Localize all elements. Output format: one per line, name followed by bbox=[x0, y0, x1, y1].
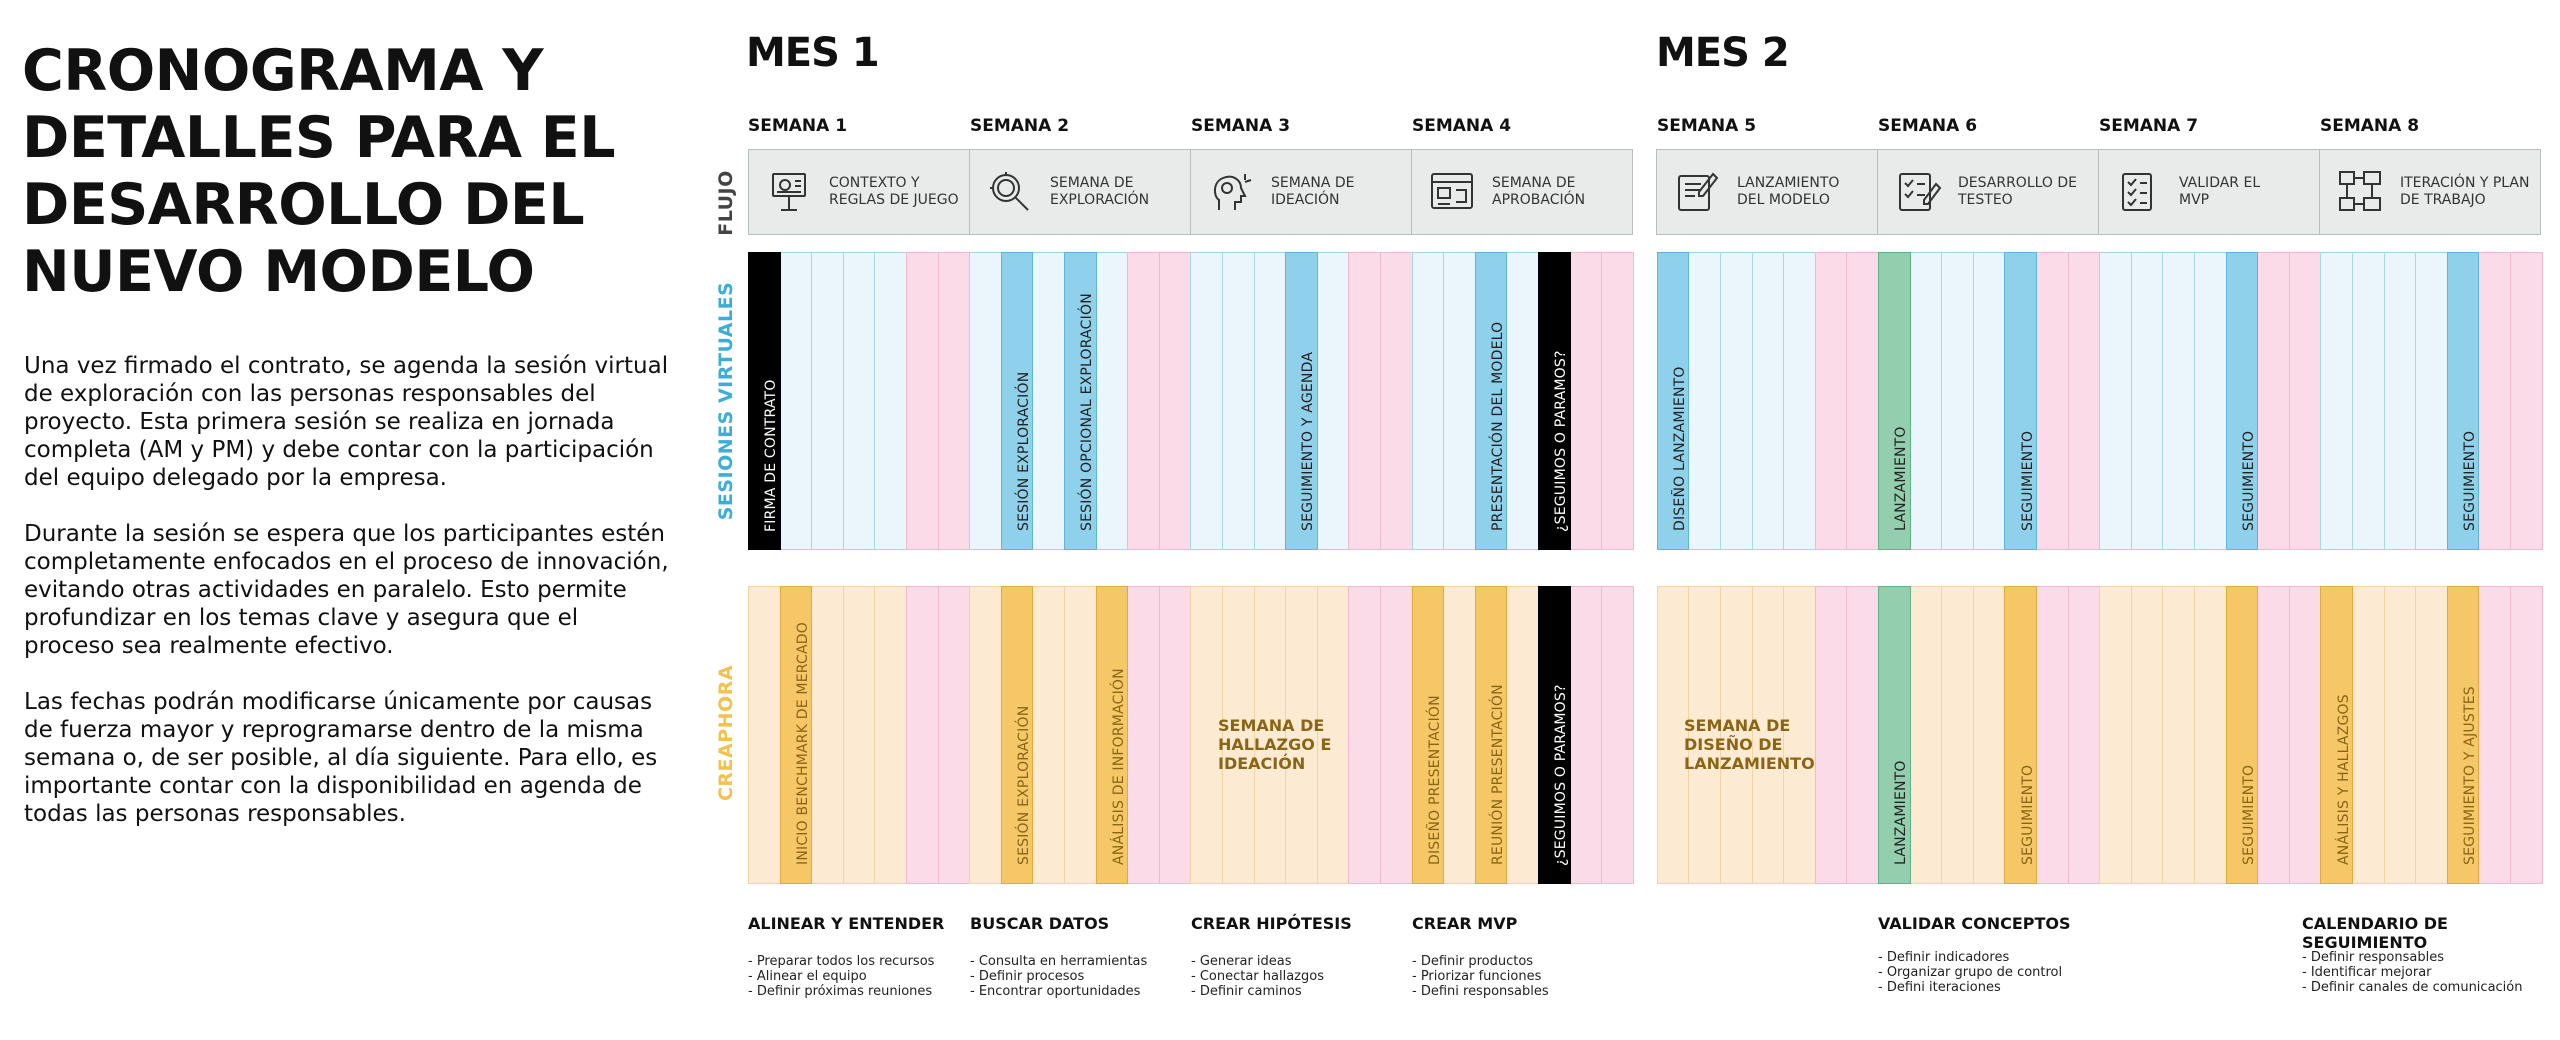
day-column bbox=[2415, 252, 2448, 550]
page-title bbox=[22, 38, 615, 306]
day-column bbox=[1910, 252, 1943, 550]
session-label: SEGUIMIENTO bbox=[2240, 430, 2257, 531]
session-label: DISEÑO PRESENTACIÓN bbox=[1426, 695, 1443, 865]
day-column bbox=[780, 252, 813, 550]
creaphora-block-line: LANZAMIENTO bbox=[1684, 754, 1815, 773]
session-label: LANZAMIENTO bbox=[1893, 760, 1910, 865]
virtual-sessions-grid bbox=[748, 252, 2540, 550]
session-label: SESIÓN EXPLORACIÓN bbox=[1016, 705, 1033, 865]
phase-list bbox=[748, 954, 934, 999]
phase-title: BUSCAR DATOS bbox=[970, 914, 1110, 933]
day-column bbox=[2320, 252, 2353, 550]
magnifier-icon bbox=[984, 166, 1036, 218]
session-label: SEGUIMIENTO bbox=[2019, 764, 2036, 865]
flow-step bbox=[969, 149, 1191, 235]
workflow-icon bbox=[2334, 166, 2386, 218]
weekend-day-column bbox=[1127, 586, 1160, 884]
day-column bbox=[2415, 586, 2448, 884]
weekend-day-column bbox=[906, 252, 939, 550]
day-column bbox=[1506, 586, 1539, 884]
weekend-day-column bbox=[2510, 586, 2543, 884]
day-column bbox=[969, 252, 1002, 550]
phase-list bbox=[970, 954, 1147, 999]
day-column bbox=[969, 586, 1002, 884]
phase-list bbox=[1412, 954, 1549, 999]
checklist-icon bbox=[2113, 166, 2165, 218]
weekend-day-column bbox=[906, 586, 939, 884]
day-column bbox=[748, 586, 781, 884]
flow-step bbox=[1877, 149, 2099, 235]
weekend-day-column bbox=[1159, 252, 1192, 550]
flow-step-label: LANZAMIENTO DEL MODELO bbox=[1737, 175, 1840, 208]
day-column bbox=[811, 586, 844, 884]
flow-step-label: ITERACIÓN Y PLAN DE TRABAJO bbox=[2400, 175, 2530, 208]
title-line: DESARROLLO DEL bbox=[22, 172, 585, 238]
flow-step bbox=[1656, 149, 1878, 235]
day-column bbox=[1254, 252, 1287, 550]
phase-item: - Identificar mejorar bbox=[2302, 965, 2432, 980]
session-bar[interactable] bbox=[780, 586, 813, 884]
day-column bbox=[1910, 586, 1943, 884]
weekend-day-column bbox=[1380, 252, 1413, 550]
day-column bbox=[843, 586, 876, 884]
day-column bbox=[1973, 586, 2006, 884]
session-bar[interactable] bbox=[1538, 586, 1571, 884]
creaphora-block-line: HALLAZGO E bbox=[1218, 735, 1332, 754]
weekend-day-column bbox=[2478, 252, 2511, 550]
day-column bbox=[1720, 252, 1753, 550]
day-column bbox=[2384, 586, 2417, 884]
creaphora-block-line: SEMANA DE bbox=[1684, 716, 1791, 735]
weekend-day-column bbox=[2478, 586, 2511, 884]
weekend-day-column bbox=[2289, 252, 2322, 550]
creaphora-block-lanzamiento bbox=[1684, 716, 1815, 773]
day-column bbox=[1317, 252, 1350, 550]
weekend-day-column bbox=[2289, 586, 2322, 884]
session-bar[interactable] bbox=[2226, 252, 2259, 550]
session-bar[interactable] bbox=[1538, 252, 1571, 550]
flow-step-label: SEMANA DE IDEACIÓN bbox=[1271, 175, 1355, 208]
phase-item: - Organizar grupo de control bbox=[1878, 965, 2063, 980]
creaphora-block-line: SEMANA DE bbox=[1218, 716, 1325, 735]
phase-item: - Definir próximas reuniones bbox=[748, 984, 933, 999]
phase-item: - Defini iteraciones bbox=[1878, 980, 2001, 995]
weekend-day-column bbox=[2068, 252, 2101, 550]
week-label-4: SEMANA 4 bbox=[1412, 116, 1512, 136]
day-column bbox=[874, 586, 907, 884]
weekend-day-column bbox=[1159, 586, 1192, 884]
flow-step bbox=[748, 149, 970, 235]
session-label: ¿SEGUIMOS O PARAMOS? bbox=[1553, 350, 1570, 532]
session-label: ANÁLISIS Y HALLAZGOS bbox=[2335, 694, 2352, 865]
row-label-virtuales: VIRTUALES bbox=[715, 281, 737, 404]
day-column bbox=[1222, 252, 1255, 550]
weekend-day-column bbox=[2257, 252, 2290, 550]
weekend-day-column bbox=[1815, 252, 1848, 550]
day-column bbox=[843, 252, 876, 550]
idea-head-icon bbox=[1205, 166, 1257, 218]
weekend-day-column bbox=[1570, 586, 1603, 884]
week-label-6: SEMANA 6 bbox=[1878, 116, 1978, 136]
week-label-3: SEMANA 3 bbox=[1191, 116, 1291, 136]
phase-item: - Encontrar oportunidades bbox=[970, 984, 1141, 999]
creaphora-grid bbox=[748, 586, 2540, 884]
presentation-icon bbox=[763, 166, 815, 218]
session-label: SEGUIMIENTO Y AGENDA bbox=[1300, 351, 1317, 531]
session-label: ¿SEGUIMOS O PARAMOS? bbox=[1553, 684, 1570, 866]
tablet-pen-icon bbox=[1671, 166, 1723, 218]
phase-item: - Defini responsables bbox=[1412, 984, 1549, 999]
weekend-day-column bbox=[1348, 586, 1381, 884]
day-column bbox=[1096, 252, 1129, 550]
creaphora-block-line: DISEÑO DE bbox=[1684, 735, 1783, 754]
day-column bbox=[2131, 586, 2164, 884]
session-bar[interactable] bbox=[2226, 586, 2259, 884]
day-column bbox=[1443, 252, 1476, 550]
weekend-day-column bbox=[1601, 586, 1634, 884]
session-label: ANÁLISIS DE INFORMACIÓN bbox=[1110, 668, 1127, 865]
flow-step bbox=[1190, 149, 1412, 235]
phase-title: CREAR MVP bbox=[1412, 914, 1518, 933]
session-bar[interactable] bbox=[1001, 252, 1034, 550]
title-line: NUEVO MODELO bbox=[22, 239, 535, 305]
phase-item: - Definir canales de comunicación bbox=[2302, 980, 2523, 995]
flow-step bbox=[1411, 149, 1633, 235]
phase-item: - Definir procesos bbox=[970, 969, 1085, 984]
flow-step bbox=[2098, 149, 2320, 235]
phase-item: - Alinear el equipo bbox=[748, 969, 867, 984]
day-column bbox=[874, 252, 907, 550]
session-label: FIRMA DE CONTRATO bbox=[763, 379, 780, 532]
phase-item: - Definir responsables bbox=[2302, 950, 2444, 965]
session-label: LANZAMIENTO bbox=[1893, 426, 1910, 531]
day-column bbox=[1688, 252, 1721, 550]
session-bar[interactable] bbox=[1096, 586, 1129, 884]
day-column bbox=[1064, 586, 1097, 884]
title-line: CRONOGRAMA Y bbox=[22, 38, 544, 104]
session-label: SEGUIMIENTO bbox=[2240, 764, 2257, 865]
weekend-day-column bbox=[1570, 252, 1603, 550]
session-label: PRESENTACIÓN DEL MODELO bbox=[1490, 321, 1507, 531]
day-column bbox=[2099, 252, 2132, 550]
session-bar[interactable] bbox=[1475, 252, 1508, 550]
weekend-day-column bbox=[1846, 252, 1879, 550]
session-bar[interactable] bbox=[1475, 586, 1508, 884]
phase-title: CREAR HIPÓTESIS bbox=[1191, 914, 1352, 933]
month-1-heading: MES 1 bbox=[746, 30, 879, 76]
session-label: SESIÓN OPCIONAL EXPLORACIÓN bbox=[1079, 293, 1096, 531]
phase-title: ALINEAR Y ENTENDER bbox=[748, 914, 945, 933]
day-column bbox=[811, 252, 844, 550]
phase-item: - Generar ideas bbox=[1191, 954, 1292, 969]
phase-title: VALIDAR CONCEPTOS bbox=[1878, 914, 2071, 933]
phase-list bbox=[2302, 950, 2523, 995]
day-column bbox=[2099, 586, 2132, 884]
blueprint-icon bbox=[1426, 166, 1478, 218]
weekend-day-column bbox=[1846, 586, 1879, 884]
session-label: SEGUIMIENTO bbox=[2462, 430, 2479, 531]
day-column bbox=[2194, 252, 2227, 550]
intro-paragraph: Las fechas podrán modificarse únicamente por causas de fuerza mayor y reprogramarse dentro de la misma semana o, de ser posible, al día siguiente. Para ello, es importante contar con la disponibilidad en agenda de todas las personas responsables. bbox=[24, 689, 658, 827]
day-column bbox=[1032, 586, 1065, 884]
flow-block-month-2 bbox=[1656, 149, 2540, 235]
phase-item: - Conectar hallazgos bbox=[1191, 969, 1324, 984]
session-bar[interactable] bbox=[1412, 586, 1445, 884]
session-label: SESIÓN EXPLORACIÓN bbox=[1016, 371, 1033, 531]
session-bar[interactable] bbox=[2320, 586, 2353, 884]
title-line: DETALLES PARA EL bbox=[22, 105, 616, 171]
session-bar[interactable] bbox=[1064, 252, 1097, 550]
week-label-8: SEMANA 8 bbox=[2320, 116, 2420, 136]
week-label-2: SEMANA 2 bbox=[970, 116, 1070, 136]
day-column bbox=[2352, 586, 2385, 884]
day-column bbox=[1032, 252, 1065, 550]
weekend-day-column bbox=[938, 252, 971, 550]
day-column bbox=[1506, 252, 1539, 550]
session-bar[interactable] bbox=[748, 252, 781, 550]
weekend-day-column bbox=[1815, 586, 1848, 884]
weekend-day-column bbox=[2510, 252, 2543, 550]
flow-step bbox=[2319, 149, 2541, 235]
day-column bbox=[2384, 252, 2417, 550]
weekend-day-column bbox=[2036, 252, 2069, 550]
week-label-7: SEMANA 7 bbox=[2099, 116, 2199, 136]
flow-block-month-1 bbox=[748, 149, 1632, 235]
day-column bbox=[1412, 252, 1445, 550]
phase-item: - Definir indicadores bbox=[1878, 950, 2010, 965]
month-2-heading: MES 2 bbox=[1656, 30, 1789, 76]
day-column bbox=[1973, 252, 2006, 550]
phase-item: - Preparar todos los recursos bbox=[748, 954, 935, 969]
week-label-1: SEMANA 1 bbox=[748, 116, 848, 136]
intro-text bbox=[24, 352, 674, 856]
session-bar[interactable] bbox=[2447, 252, 2480, 550]
row-label-sesiones-virtuales bbox=[715, 251, 737, 551]
weekend-day-column bbox=[2257, 586, 2290, 884]
weekend-day-column bbox=[2068, 586, 2101, 884]
weekend-day-column bbox=[1380, 586, 1413, 884]
session-label: INICIO BENCHMARK DE MERCADO bbox=[794, 622, 811, 865]
day-column bbox=[1190, 252, 1223, 550]
row-label-creaphora: CREAPHORA bbox=[715, 664, 737, 802]
session-bar[interactable] bbox=[1878, 252, 1911, 550]
phase-list bbox=[1878, 950, 2062, 995]
phase-title: CALENDARIO DE SEGUIMIENTO bbox=[2302, 914, 2448, 952]
session-label: DISEÑO LANZAMIENTO bbox=[1672, 366, 1689, 531]
weekend-day-column bbox=[1601, 252, 1634, 550]
row-label-sesiones: SESIONES bbox=[715, 403, 737, 521]
session-bar[interactable] bbox=[1878, 586, 1911, 884]
day-column bbox=[2194, 586, 2227, 884]
weekend-day-column bbox=[2036, 586, 2069, 884]
session-label: REUNIÓN PRESENTACIÓN bbox=[1490, 684, 1507, 865]
day-column bbox=[1941, 252, 1974, 550]
flow-step-label: VALIDAR EL MVP bbox=[2179, 175, 2261, 208]
phase-item: - Definir productos bbox=[1412, 954, 1534, 969]
creaphora-block-line: IDEACIÓN bbox=[1218, 754, 1306, 773]
phase-item: - Consulta en herramientas bbox=[970, 954, 1148, 969]
phase-item: - Definir caminos bbox=[1191, 984, 1302, 999]
day-column bbox=[2131, 252, 2164, 550]
day-column bbox=[1752, 252, 1785, 550]
session-bar[interactable] bbox=[2004, 252, 2037, 550]
creaphora-block-ideacion bbox=[1218, 716, 1331, 773]
session-bar[interactable] bbox=[2004, 586, 2037, 884]
flow-step-label: SEMANA DE EXPLORACIÓN bbox=[1050, 175, 1150, 208]
weekend-day-column bbox=[938, 586, 971, 884]
day-column bbox=[1783, 252, 1816, 550]
week-label-5: SEMANA 5 bbox=[1657, 116, 1757, 136]
session-bar[interactable] bbox=[1285, 252, 1318, 550]
day-column bbox=[2162, 252, 2195, 550]
checklist-pen-icon bbox=[1892, 166, 1944, 218]
day-column bbox=[1443, 586, 1476, 884]
phase-item: - Priorizar funciones bbox=[1412, 969, 1542, 984]
session-bar[interactable] bbox=[1001, 586, 1034, 884]
flow-step-label: SEMANA DE APROBACIÓN bbox=[1492, 175, 1586, 208]
session-label: SEGUIMIENTO Y AJUSTES bbox=[2462, 686, 2479, 865]
day-column bbox=[2162, 586, 2195, 884]
session-label: SEGUIMIENTO bbox=[2019, 430, 2036, 531]
row-label-flujo: FLUJO bbox=[715, 170, 737, 236]
session-bar[interactable] bbox=[2447, 586, 2480, 884]
phase-list bbox=[1191, 954, 1324, 999]
intro-paragraph: Una vez firmado el contrato, se agenda la sesión virtual de exploración con las personas responsables del proyecto. Esta primera sesión se realiza en jornada completa (AM y PM) y debe contar con la participación del equipo delegado por la empresa. bbox=[24, 353, 669, 491]
intro-paragraph: Durante la sesión se espera que los participantes estén completamente enfocados en el proceso de innovación, evitando otras actividades en paralelo. Esto permite profundizar en los temas clave y asegura que el proceso sea realmente efectivo. bbox=[24, 521, 669, 659]
day-column bbox=[1941, 586, 1974, 884]
session-bar[interactable] bbox=[1657, 252, 1690, 550]
weekend-day-column bbox=[1127, 252, 1160, 550]
flow-step-label: DESARROLLO DE TESTEO bbox=[1958, 175, 2078, 208]
day-column bbox=[2352, 252, 2385, 550]
weekend-day-column bbox=[1348, 252, 1381, 550]
flow-step-label: CONTEXTO Y REGLAS DE JUEGO bbox=[829, 175, 959, 208]
